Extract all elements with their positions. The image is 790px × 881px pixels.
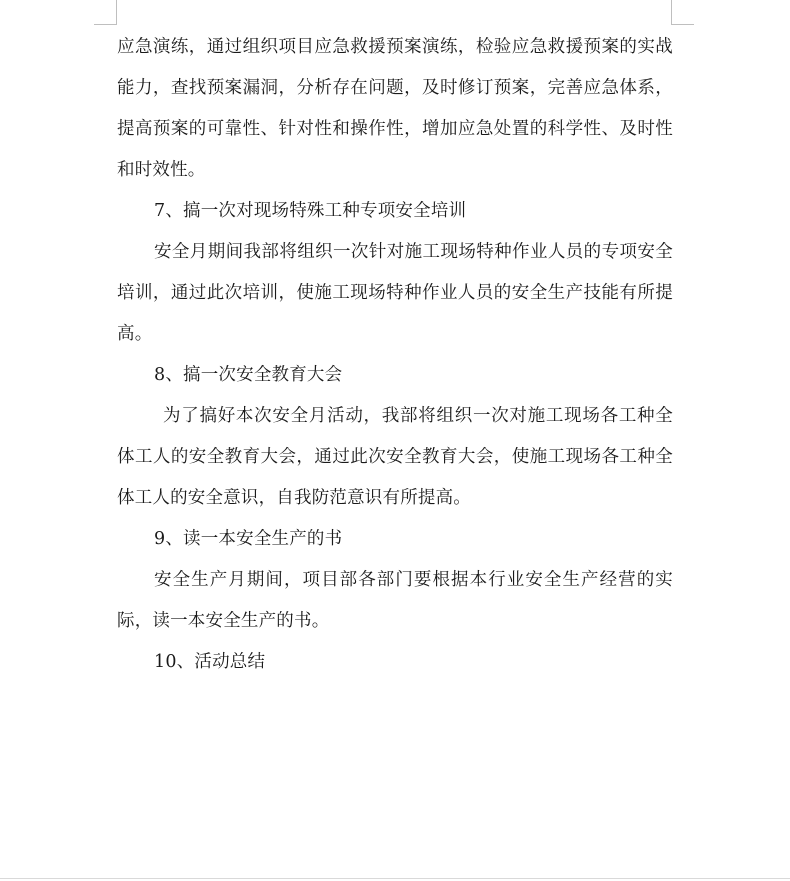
heading-item-10: 10、活动总结	[154, 652, 266, 672]
heading-item-8: 8、搞一次安全教育大会	[154, 365, 343, 385]
paragraph-safety-book: 安全生产月期间，项目部各部门要根据本行业安全生产经营的实际，读一本安全生产的书。	[117, 570, 673, 631]
page-bottom-divider	[0, 878, 790, 879]
top-left-crop-mark	[94, 0, 117, 25]
heading-item-7: 7、搞一次对现场特殊工种专项安全培训	[154, 201, 467, 221]
paragraph-special-training: 安全月期间我部将组织一次针对施工现场特种作业人员的专项安全培训，通过此次培训，使施工现场特种作业人员的安全生产技能有所提高。	[117, 242, 673, 344]
paragraph-emergency-drill: 应急演练，通过组织项目应急救援预案演练，检验应急救援预案的实战能力，查找预案漏洞，分析存在问题，及时修订预案，完善应急体系，提高预案的可靠性、针对性和操作性，增加应急处置的科学性、及时性和时效性。	[117, 37, 673, 180]
paragraph-safety-meeting: 为了搞好本次安全月活动，我部将组织一次对施工现场各工种全体工人的安全教育大会，通过此次安全教育大会，使施工现场各工种全体工人的安全意识，自我防范意识有所提高。	[117, 406, 673, 508]
document-body	[117, 27, 673, 683]
top-right-crop-mark	[671, 0, 694, 25]
heading-item-9: 9、读一本安全生产的书	[154, 529, 343, 549]
